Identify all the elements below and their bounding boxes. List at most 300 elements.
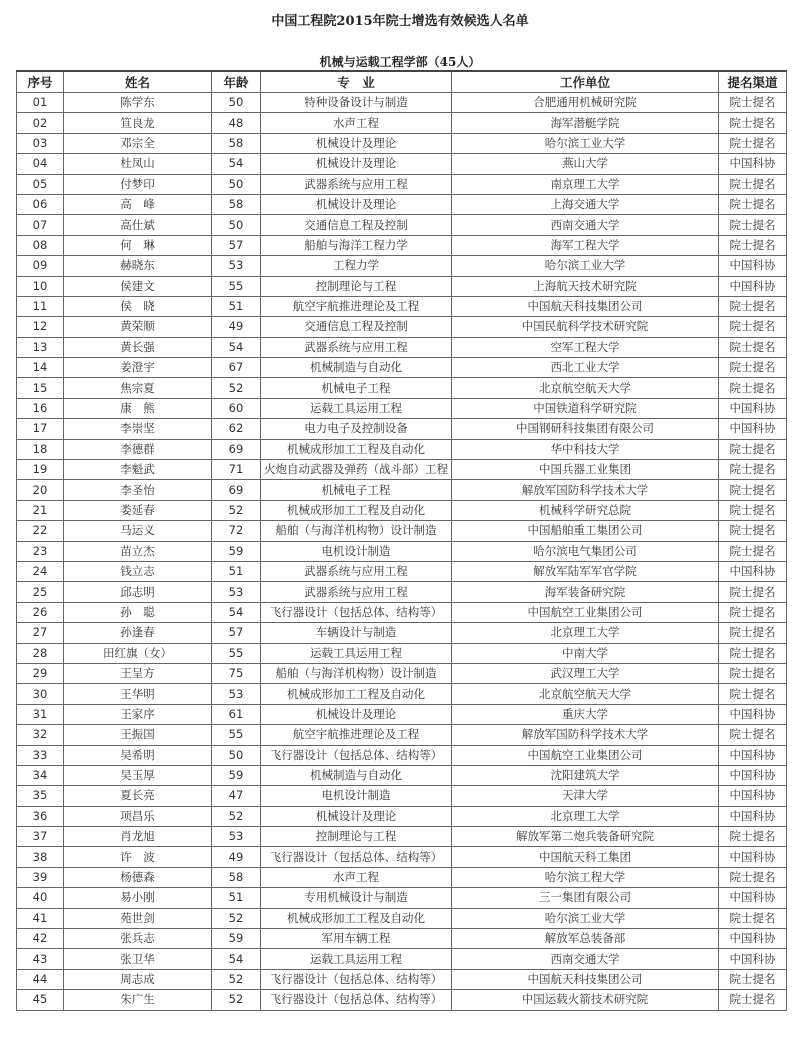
cell-name: 何 琳 xyxy=(64,235,212,255)
cell-nomination-channel: 中国科协 xyxy=(719,806,787,826)
cell-workplace: 中国航天科工集团 xyxy=(452,847,719,867)
cell-number: 20 xyxy=(17,480,64,500)
cell-age: 54 xyxy=(212,602,261,622)
cell-major: 交通信息工程及控制 xyxy=(261,215,452,235)
cell-major: 船舶与海洋工程力学 xyxy=(261,235,452,255)
table-row xyxy=(17,786,787,806)
cell-number: 32 xyxy=(17,725,64,745)
cell-workplace: 中国钢研科技集团有限公司 xyxy=(452,419,719,439)
cell-nomination-channel: 院士提名 xyxy=(719,521,787,541)
cell-major: 军用车辆工程 xyxy=(261,929,452,949)
cell-workplace: 哈尔滨工程大学 xyxy=(452,867,719,887)
cell-workplace: 中国兵器工业集团 xyxy=(452,460,719,480)
cell-nomination-channel: 院士提名 xyxy=(719,623,787,643)
cell-workplace: 中国民航科学技术研究院 xyxy=(452,317,719,337)
cell-age: 48 xyxy=(212,113,261,133)
table-row xyxy=(17,663,787,683)
cell-major: 船舶（与海洋机构物）设计制造 xyxy=(261,663,452,683)
cell-name: 王呈方 xyxy=(64,663,212,683)
cell-nomination-channel: 院士提名 xyxy=(719,969,787,989)
cell-workplace: 解放军陆军军官学院 xyxy=(452,561,719,581)
cell-major: 飞行器设计（包括总体、结构等） xyxy=(261,990,452,1010)
cell-nomination-channel: 院士提名 xyxy=(719,827,787,847)
cell-major: 机械制造与自动化 xyxy=(261,358,452,378)
cell-number: 35 xyxy=(17,786,64,806)
cell-number: 14 xyxy=(17,358,64,378)
table-row xyxy=(17,582,787,602)
table-row xyxy=(17,990,787,1010)
cell-nomination-channel: 院士提名 xyxy=(719,174,787,194)
cell-major: 飞行器设计（包括总体、结构等） xyxy=(261,745,452,765)
table-row xyxy=(17,337,787,357)
cell-major: 水声工程 xyxy=(261,113,452,133)
cell-number: 24 xyxy=(17,561,64,581)
cell-age: 54 xyxy=(212,337,261,357)
cell-nomination-channel: 中国科协 xyxy=(719,419,787,439)
cell-nomination-channel: 中国科协 xyxy=(719,929,787,949)
cell-number: 29 xyxy=(17,663,64,683)
cell-name: 王振国 xyxy=(64,725,212,745)
cell-age: 55 xyxy=(212,725,261,745)
cell-age: 49 xyxy=(212,847,261,867)
cell-name: 杜凤山 xyxy=(64,154,212,174)
table-row xyxy=(17,908,787,928)
cell-nomination-channel: 院士提名 xyxy=(719,684,787,704)
cell-number: 26 xyxy=(17,602,64,622)
cell-nomination-channel: 院士提名 xyxy=(719,235,787,255)
header-workplace: 工作单位 xyxy=(452,71,719,93)
cell-name: 李德群 xyxy=(64,439,212,459)
table-row xyxy=(17,745,787,765)
cell-age: 52 xyxy=(212,969,261,989)
cell-name: 侯 晓 xyxy=(64,296,212,316)
cell-major: 武器系统与应用工程 xyxy=(261,561,452,581)
cell-name: 黄长强 xyxy=(64,337,212,357)
cell-workplace: 中国铁道科学研究院 xyxy=(452,398,719,418)
cell-nomination-channel: 院士提名 xyxy=(719,908,787,928)
table-row xyxy=(17,541,787,561)
cell-workplace: 中南大学 xyxy=(452,643,719,663)
cell-workplace: 中国运载火箭技术研究院 xyxy=(452,990,719,1010)
cell-name: 孙 聪 xyxy=(64,602,212,622)
cell-major: 机械电子工程 xyxy=(261,480,452,500)
table-row xyxy=(17,113,787,133)
cell-workplace: 哈尔滨电气集团公司 xyxy=(452,541,719,561)
cell-name: 孙逢春 xyxy=(64,623,212,643)
table-row xyxy=(17,623,787,643)
cell-nomination-channel: 中国科协 xyxy=(719,398,787,418)
table-row xyxy=(17,439,787,459)
cell-name: 周志成 xyxy=(64,969,212,989)
cell-age: 55 xyxy=(212,276,261,296)
cell-name: 钱立志 xyxy=(64,561,212,581)
table-row xyxy=(17,419,787,439)
cell-nomination-channel: 院士提名 xyxy=(719,113,787,133)
cell-nomination-channel: 院士提名 xyxy=(719,663,787,683)
cell-nomination-channel: 院士提名 xyxy=(719,480,787,500)
cell-nomination-channel: 院士提名 xyxy=(719,990,787,1010)
header-major: 专 业 xyxy=(261,71,452,93)
cell-name: 陈学东 xyxy=(64,93,212,113)
cell-nomination-channel: 中国科协 xyxy=(719,154,787,174)
cell-age: 58 xyxy=(212,867,261,887)
cell-age: 53 xyxy=(212,582,261,602)
cell-name: 夏长亮 xyxy=(64,786,212,806)
cell-major: 武器系统与应用工程 xyxy=(261,582,452,602)
cell-major: 专用机械设计与制造 xyxy=(261,888,452,908)
cell-age: 58 xyxy=(212,133,261,153)
table-row xyxy=(17,480,787,500)
cell-major: 运载工具运用工程 xyxy=(261,643,452,663)
cell-name: 马运义 xyxy=(64,521,212,541)
cell-major: 电机设计制造 xyxy=(261,786,452,806)
cell-name: 吴玉厚 xyxy=(64,765,212,785)
table-row xyxy=(17,847,787,867)
cell-major: 机械设计及理论 xyxy=(261,154,452,174)
cell-major: 飞行器设计（包括总体、结构等） xyxy=(261,969,452,989)
cell-nomination-channel: 院士提名 xyxy=(719,867,787,887)
table-row xyxy=(17,704,787,724)
cell-number: 36 xyxy=(17,806,64,826)
cell-number: 18 xyxy=(17,439,64,459)
table-row xyxy=(17,235,787,255)
cell-major: 特种设备设计与制造 xyxy=(261,93,452,113)
cell-name: 高仕斌 xyxy=(64,215,212,235)
cell-number: 45 xyxy=(17,990,64,1010)
cell-number: 33 xyxy=(17,745,64,765)
cell-number: 25 xyxy=(17,582,64,602)
cell-number: 10 xyxy=(17,276,64,296)
cell-name: 高 峰 xyxy=(64,194,212,214)
cell-workplace: 北京航空航天大学 xyxy=(452,684,719,704)
cell-number: 15 xyxy=(17,378,64,398)
cell-age: 57 xyxy=(212,235,261,255)
cell-number: 42 xyxy=(17,929,64,949)
table-row xyxy=(17,378,787,398)
cell-number: 06 xyxy=(17,194,64,214)
cell-number: 31 xyxy=(17,704,64,724)
cell-nomination-channel: 院士提名 xyxy=(719,602,787,622)
cell-age: 47 xyxy=(212,786,261,806)
cell-major: 航空宇航推进理论及工程 xyxy=(261,296,452,316)
cell-age: 72 xyxy=(212,521,261,541)
cell-number: 04 xyxy=(17,154,64,174)
cell-major: 飞行器设计（包括总体、结构等） xyxy=(261,847,452,867)
cell-major: 船舶（与海洋机构物）设计制造 xyxy=(261,521,452,541)
cell-workplace: 哈尔滨工业大学 xyxy=(452,133,719,153)
cell-workplace: 解放军国防科学技术大学 xyxy=(452,480,719,500)
cell-name: 易小刚 xyxy=(64,888,212,908)
cell-number: 12 xyxy=(17,317,64,337)
cell-major: 水声工程 xyxy=(261,867,452,887)
cell-major: 武器系统与应用工程 xyxy=(261,174,452,194)
cell-age: 59 xyxy=(212,541,261,561)
table-row xyxy=(17,684,787,704)
cell-name: 张卫华 xyxy=(64,949,212,969)
cell-name: 侯建文 xyxy=(64,276,212,296)
table-row xyxy=(17,296,787,316)
cell-workplace: 重庆大学 xyxy=(452,704,719,724)
cell-age: 51 xyxy=(212,888,261,908)
cell-number: 38 xyxy=(17,847,64,867)
cell-nomination-channel: 院士提名 xyxy=(719,317,787,337)
cell-number: 19 xyxy=(17,460,64,480)
table-row xyxy=(17,154,787,174)
cell-nomination-channel: 院士提名 xyxy=(719,194,787,214)
cell-age: 69 xyxy=(212,439,261,459)
cell-nomination-channel: 院士提名 xyxy=(719,541,787,561)
table-row xyxy=(17,93,787,113)
cell-age: 52 xyxy=(212,378,261,398)
cell-name: 娄延春 xyxy=(64,500,212,520)
cell-workplace: 中国船舶重工集团公司 xyxy=(452,521,719,541)
table-row xyxy=(17,602,787,622)
cell-workplace: 华中科技大学 xyxy=(452,439,719,459)
cell-major: 控制理论与工程 xyxy=(261,827,452,847)
cell-major: 机械电子工程 xyxy=(261,378,452,398)
cell-nomination-channel: 中国科协 xyxy=(719,704,787,724)
cell-number: 23 xyxy=(17,541,64,561)
cell-number: 11 xyxy=(17,296,64,316)
cell-major: 交通信息工程及控制 xyxy=(261,317,452,337)
cell-workplace: 海军工程大学 xyxy=(452,235,719,255)
cell-name: 杨德森 xyxy=(64,867,212,887)
cell-age: 60 xyxy=(212,398,261,418)
cell-nomination-channel: 院士提名 xyxy=(719,133,787,153)
cell-nomination-channel: 院士提名 xyxy=(719,725,787,745)
table-row xyxy=(17,561,787,581)
cell-name: 李崇坚 xyxy=(64,419,212,439)
cell-workplace: 天津大学 xyxy=(452,786,719,806)
table-row xyxy=(17,888,787,908)
cell-number: 39 xyxy=(17,867,64,887)
cell-number: 13 xyxy=(17,337,64,357)
table-row xyxy=(17,806,787,826)
header-age: 年龄 xyxy=(212,71,261,93)
cell-workplace: 合肥通用机械研究院 xyxy=(452,93,719,113)
cell-age: 54 xyxy=(212,154,261,174)
cell-workplace: 海军装备研究院 xyxy=(452,582,719,602)
cell-age: 57 xyxy=(212,623,261,643)
cell-name: 吴希明 xyxy=(64,745,212,765)
cell-age: 51 xyxy=(212,296,261,316)
cell-age: 59 xyxy=(212,765,261,785)
cell-nomination-channel: 中国科协 xyxy=(719,561,787,581)
cell-major: 武器系统与应用工程 xyxy=(261,337,452,357)
cell-workplace: 武汉理工大学 xyxy=(452,663,719,683)
cell-nomination-channel: 院士提名 xyxy=(719,215,787,235)
cell-number: 03 xyxy=(17,133,64,153)
cell-workplace: 中国航天科技集团公司 xyxy=(452,296,719,316)
cell-major: 机械设计及理论 xyxy=(261,704,452,724)
cell-workplace: 哈尔滨工业大学 xyxy=(452,256,719,276)
cell-nomination-channel: 中国科协 xyxy=(719,888,787,908)
cell-major: 车辆设计与制造 xyxy=(261,623,452,643)
cell-number: 30 xyxy=(17,684,64,704)
cell-workplace: 西北工业大学 xyxy=(452,358,719,378)
cell-nomination-channel: 院士提名 xyxy=(719,378,787,398)
table-row xyxy=(17,867,787,887)
cell-age: 53 xyxy=(212,684,261,704)
table-row xyxy=(17,215,787,235)
header-number: 序号 xyxy=(17,71,64,93)
cell-age: 62 xyxy=(212,419,261,439)
table-header-row xyxy=(17,71,787,93)
cell-nomination-channel: 院士提名 xyxy=(719,93,787,113)
cell-major: 机械设计及理论 xyxy=(261,133,452,153)
table-body xyxy=(17,93,787,1011)
cell-name: 苑世剑 xyxy=(64,908,212,928)
cell-nomination-channel: 院士提名 xyxy=(719,358,787,378)
cell-number: 22 xyxy=(17,521,64,541)
cell-number: 41 xyxy=(17,908,64,928)
cell-workplace: 北京航空航天大学 xyxy=(452,378,719,398)
cell-age: 52 xyxy=(212,500,261,520)
cell-workplace: 南京理工大学 xyxy=(452,174,719,194)
cell-nomination-channel: 中国科协 xyxy=(719,765,787,785)
cell-age: 71 xyxy=(212,460,261,480)
cell-age: 61 xyxy=(212,704,261,724)
table-row xyxy=(17,929,787,949)
cell-name: 姜澄宇 xyxy=(64,358,212,378)
table-row xyxy=(17,765,787,785)
cell-nomination-channel: 院士提名 xyxy=(719,500,787,520)
table-row xyxy=(17,949,787,969)
cell-major: 火炮自动武器及弹药（战斗部）工程 xyxy=(261,460,452,480)
table-row xyxy=(17,276,787,296)
cell-nomination-channel: 中国科协 xyxy=(719,949,787,969)
cell-number: 08 xyxy=(17,235,64,255)
cell-age: 50 xyxy=(212,93,261,113)
table-row xyxy=(17,643,787,663)
cell-name: 康 熊 xyxy=(64,398,212,418)
cell-major: 机械成形加工工程及自动化 xyxy=(261,500,452,520)
cell-workplace: 三一集团有限公司 xyxy=(452,888,719,908)
cell-name: 李圣怡 xyxy=(64,480,212,500)
cell-major: 运载工具运用工程 xyxy=(261,949,452,969)
cell-age: 51 xyxy=(212,561,261,581)
cell-name: 黄荣顺 xyxy=(64,317,212,337)
cell-age: 75 xyxy=(212,663,261,683)
cell-major: 飞行器设计（包括总体、结构等） xyxy=(261,602,452,622)
table-row xyxy=(17,521,787,541)
cell-number: 01 xyxy=(17,93,64,113)
cell-number: 43 xyxy=(17,949,64,969)
candidate-table xyxy=(16,70,787,1011)
cell-age: 50 xyxy=(212,745,261,765)
cell-nomination-channel: 中国科协 xyxy=(719,745,787,765)
cell-name: 笪良龙 xyxy=(64,113,212,133)
cell-workplace: 解放军第二炮兵装备研究院 xyxy=(452,827,719,847)
cell-nomination-channel: 院士提名 xyxy=(719,460,787,480)
cell-workplace: 哈尔滨工业大学 xyxy=(452,908,719,928)
cell-number: 16 xyxy=(17,398,64,418)
cell-workplace: 上海交通大学 xyxy=(452,194,719,214)
cell-name: 王华明 xyxy=(64,684,212,704)
cell-age: 52 xyxy=(212,806,261,826)
cell-nomination-channel: 中国科协 xyxy=(719,256,787,276)
cell-number: 05 xyxy=(17,174,64,194)
cell-nomination-channel: 院士提名 xyxy=(719,582,787,602)
table-row xyxy=(17,174,787,194)
cell-name: 田红旗（女） xyxy=(64,643,212,663)
cell-age: 52 xyxy=(212,990,261,1010)
cell-age: 59 xyxy=(212,929,261,949)
cell-major: 机械成形加工工程及自动化 xyxy=(261,439,452,459)
cell-number: 09 xyxy=(17,256,64,276)
cell-name: 李魁武 xyxy=(64,460,212,480)
cell-major: 控制理论与工程 xyxy=(261,276,452,296)
cell-nomination-channel: 院士提名 xyxy=(719,337,787,357)
table-row xyxy=(17,194,787,214)
cell-name: 许 波 xyxy=(64,847,212,867)
cell-workplace: 北京理工大学 xyxy=(452,806,719,826)
table-row xyxy=(17,725,787,745)
cell-age: 50 xyxy=(212,174,261,194)
cell-number: 02 xyxy=(17,113,64,133)
cell-age: 53 xyxy=(212,256,261,276)
cell-major: 运载工具运用工程 xyxy=(261,398,452,418)
cell-major: 机械设计及理论 xyxy=(261,194,452,214)
cell-number: 17 xyxy=(17,419,64,439)
cell-nomination-channel: 院士提名 xyxy=(719,296,787,316)
cell-major: 电机设计制造 xyxy=(261,541,452,561)
cell-age: 54 xyxy=(212,949,261,969)
cell-number: 34 xyxy=(17,765,64,785)
cell-workplace: 中国航空工业集团公司 xyxy=(452,602,719,622)
cell-name: 付梦印 xyxy=(64,174,212,194)
table-row xyxy=(17,500,787,520)
cell-major: 机械成形加工工程及自动化 xyxy=(261,684,452,704)
cell-workplace: 沈阳建筑大学 xyxy=(452,765,719,785)
table-row xyxy=(17,256,787,276)
cell-number: 21 xyxy=(17,500,64,520)
table-row xyxy=(17,969,787,989)
cell-age: 58 xyxy=(212,194,261,214)
table-row xyxy=(17,827,787,847)
table-row xyxy=(17,358,787,378)
cell-workplace: 解放军国防科学技术大学 xyxy=(452,725,719,745)
cell-workplace: 燕山大学 xyxy=(452,154,719,174)
cell-workplace: 空军工程大学 xyxy=(452,337,719,357)
cell-name: 朱广生 xyxy=(64,990,212,1010)
table-row xyxy=(17,133,787,153)
cell-age: 49 xyxy=(212,317,261,337)
cell-number: 40 xyxy=(17,888,64,908)
section-subtitle: 机械与运载工程学部（45人） xyxy=(319,55,481,69)
cell-age: 50 xyxy=(212,215,261,235)
cell-name: 邱志明 xyxy=(64,582,212,602)
table-row xyxy=(17,460,787,480)
cell-workplace: 北京理工大学 xyxy=(452,623,719,643)
cell-name: 张兵志 xyxy=(64,929,212,949)
cell-nomination-channel: 中国科协 xyxy=(719,276,787,296)
header-name: 姓名 xyxy=(64,71,212,93)
cell-number: 44 xyxy=(17,969,64,989)
cell-name: 项昌乐 xyxy=(64,806,212,826)
table-row xyxy=(17,317,787,337)
cell-workplace: 上海航天技术研究院 xyxy=(452,276,719,296)
cell-nomination-channel: 中国科协 xyxy=(719,786,787,806)
cell-name: 焦宗夏 xyxy=(64,378,212,398)
cell-workplace: 机械科学研究总院 xyxy=(452,500,719,520)
cell-number: 37 xyxy=(17,827,64,847)
cell-major: 工程力学 xyxy=(261,256,452,276)
cell-name: 肖龙旭 xyxy=(64,827,212,847)
cell-number: 07 xyxy=(17,215,64,235)
cell-nomination-channel: 中国科协 xyxy=(719,847,787,867)
cell-nomination-channel: 院士提名 xyxy=(719,643,787,663)
